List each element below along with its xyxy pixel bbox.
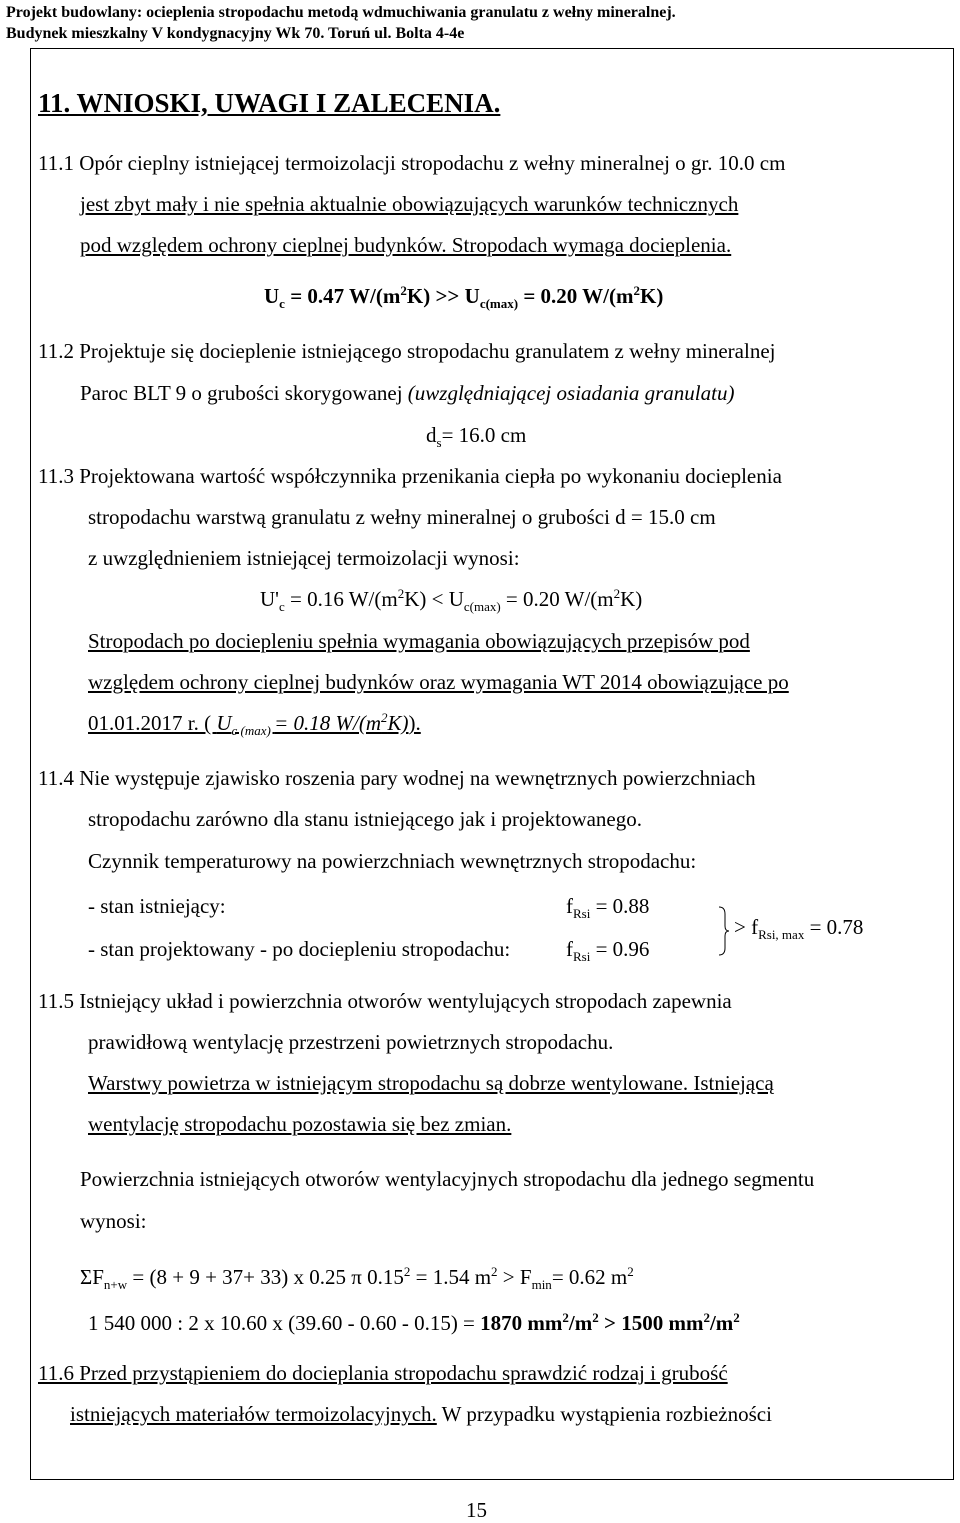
s4-line-2: stropodachu zarówno dla stanu istniejącego jak i projektowanego. <box>88 807 642 831</box>
s2-line-1: 11.2 Projektuje się docieplenie istniejącego stropodachu granulatem z wełny mineralnej <box>38 339 776 363</box>
s3-formula: $U'_c = 0.16$ $W/(m^2K) < U_{c(max)} = 0.20$ $W/(m^2K)$ <box>260 586 643 615</box>
s6-line-2: istniejących materiałów termoizolacyjnych. W przypadku wystąpienia rozbieżności <box>70 1402 772 1426</box>
s5-line-1: 11.5 Istniejący układ i powierzchnia otworów wentylujących stropodach zapewnia <box>38 989 732 1013</box>
s6-line-1: 11.6 Przed przystąpieniem do docieplania stropodachu sprawdzić rodzaj i grubość <box>38 1361 728 1385</box>
header-line-1: Projekt budowlany: ocieplenia stropodachu metodą wdmuchiwania granulatu z wełny mineralnej. <box>6 4 676 21</box>
s5-line-5: Powierzchnia istniejących otworów wentylacyjnych stropodachu dla jednego segmentu <box>80 1167 815 1191</box>
s2-line-2: Paroc BLT 9 o grubości skorygowanej (uwzględniającej osiadania granulatu) <box>80 381 735 405</box>
s1-formula: $U_c = 0.47$ $W/(m^2K) >> U_{c(max)} = 0.20$ $W/(m^2K)$ <box>264 283 664 312</box>
s4-row-1-label: - stan istniejący: <box>88 894 226 918</box>
s3-line-3: z uwzględnieniem istniejącej termoizolacji wynosi: <box>88 546 520 570</box>
s4-row-2-value: $f_{Rsi} = 0.96$ <box>566 937 650 965</box>
s5-line-6: wynosi: <box>80 1209 147 1233</box>
section-title: 11. WNIOSKI, UWAGI I ZALECENIA. <box>38 88 501 118</box>
s1-line-3: pod względem ochrony cieplnej budynków. Stropodach wymaga docieplenia. <box>80 233 732 257</box>
page-number: 15 <box>466 1498 487 1522</box>
s1-line-2: jest zbyt mały i nie spełnia aktualnie obowiązujących warunków technicznych <box>80 192 739 216</box>
brace <box>718 906 730 956</box>
s5-line-4: wentylację stropodachu pozostawia się bez zmian. <box>88 1112 512 1136</box>
s3-line-2: stropodachu warstwą granulatu z wełny mineralnej o grubości d = 15.0 cm <box>88 505 716 529</box>
s1-line-1: 11.1 Opór cieplny istniejącej termoizolacji stropodachu z wełny mineralnej o gr. 10.0 cm <box>38 151 786 175</box>
s3-line-5: Stropodach po dociepleniu spełnia wymagania obowiązujących przepisów pod <box>88 629 750 653</box>
s5-equation-1: $\Sigma F_{n+w} = (8 + 9 + 37+ 33)$ x 0.25 π $0.15^2 = 1.54$ $m^2 > F_{min}= 0.62$ $m^2$ <box>80 1264 634 1293</box>
page-header <box>6 2 676 44</box>
s4-comparison: > $f_{Rsi, max} = 0.78$ <box>734 915 864 943</box>
s4-row-2-label: - stan projektowany - po dociepleniu stropodachu: <box>88 937 511 961</box>
s3-line-6: względem ochrony cieplnej budynków oraz wymagania WT 2014 obowiązujące po <box>88 670 789 694</box>
s2-formula: $d_s= 16.0$ cm <box>426 423 527 451</box>
s5-line-2: prawidłową wentylację przestrzeni powietrznych stropodachu. <box>88 1030 614 1054</box>
s4-line-1: 11.4 Nie występuje zjawisko roszenia pary wodnej na wewnętrznych powierzchniach <box>38 766 756 790</box>
s3-line-1: 11.3 Projektowana wartość współczynnika przenikania ciepła po wykonaniu docieplenia <box>38 464 782 488</box>
s4-line-3: Czynnik temperaturowy na powierzchniach wewnętrznych stropodachu: <box>88 849 697 873</box>
s5-equation-2: 1 540 000 : 2 x 10.60 x (39.60 - 0.60 - 0.15) = 1870 $mm^2/m^2 > 1500$ $mm^2/m^2$ <box>88 1310 740 1335</box>
s4-row-1-value: $f_{Rsi} = 0.88$ <box>566 894 650 922</box>
s5-line-3: Warstwy powietrza w istniejącym stropodachu są dobrze wentylowane. Istniejącą <box>88 1071 774 1095</box>
header-line-2: Budynek mieszkalny V kondygnacyjny Wk 70. Toruń ul. Bolta 4-4e <box>6 25 465 42</box>
s3-line-7: 01.01.2017 r. ( $U_{c (max)} = 0.18$ $W/(m^2K)$). <box>88 710 421 739</box>
